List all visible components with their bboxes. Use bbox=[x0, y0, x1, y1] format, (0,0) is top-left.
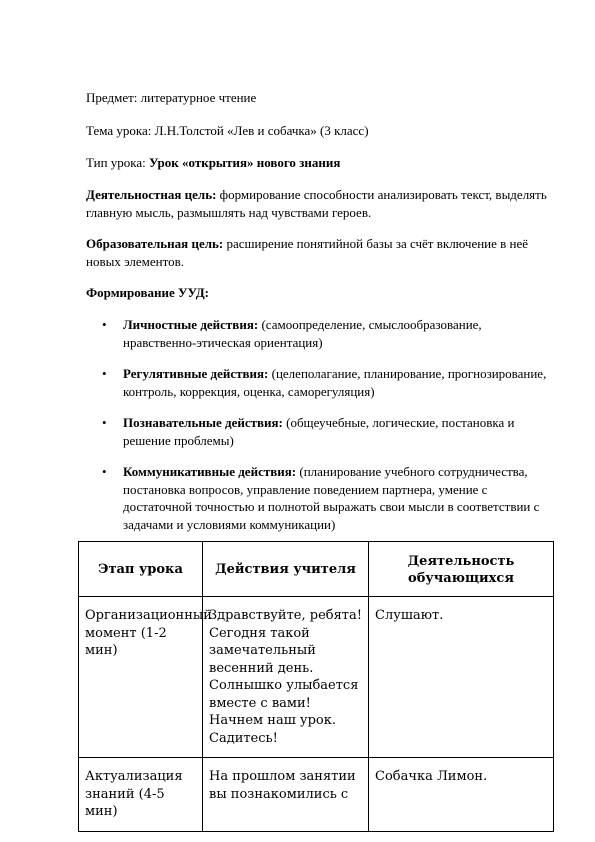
educational-goal-text: расширение понятийной базы за счёт включение в неё новых элементов. bbox=[86, 236, 529, 269]
uud-item-text: (планирование учебного сотрудничества, постановка вопросов, управление поведением партнера, умение с достаточной точностью и полнотой выражать свои мысли в соответствии с задачами и условиями коммуникации) bbox=[123, 464, 540, 532]
uud-list bbox=[86, 316, 556, 547]
subject-line: Предмет: литературное чтение bbox=[86, 90, 257, 105]
table-cell-stage: Организационный момент (1-2 мин) bbox=[79, 597, 203, 758]
table-header-row bbox=[79, 542, 554, 597]
uud-item bbox=[86, 463, 556, 533]
uud-item bbox=[86, 414, 556, 449]
table-header-stage: Этап урока bbox=[79, 542, 203, 597]
uud-item-text: (общеучебные, логические, постановка и решение проблемы) bbox=[123, 415, 515, 448]
uud-item-text: (целеполагание, планирование, прогнозирование, контроль, коррекция, оценка, саморегуляция) bbox=[123, 366, 547, 399]
topic-line: Тема урока: Л.Н.Толстой «Лев и собачка» (3 класс) bbox=[86, 123, 369, 138]
uud-heading: Формирование УУД: bbox=[86, 285, 210, 300]
lesson-plan-table bbox=[78, 541, 554, 832]
uud-item-text: (самоопределение, смыслообразование, нравственно-этическая ориентация) bbox=[123, 317, 482, 350]
uud-item-label: Личностные действия: bbox=[123, 317, 259, 332]
table-header-students: Деятельность обучающихся bbox=[369, 542, 554, 597]
table-header-teacher: Действия учителя bbox=[203, 542, 369, 597]
uud-item bbox=[86, 365, 556, 400]
table-cell-students: Собачка Лимон. bbox=[369, 758, 554, 832]
uud-item-label: Регулятивные действия: bbox=[123, 366, 269, 381]
table-row bbox=[79, 597, 554, 758]
table-cell-stage: Актуализация знаний (4-5 мин) bbox=[79, 758, 203, 832]
lesson-type-label: Тип урока: bbox=[86, 155, 146, 170]
lesson-type-value: Урок «открытия» нового знания bbox=[149, 155, 341, 170]
uud-item-label: Коммуникативные действия: bbox=[123, 464, 297, 479]
activity-goal bbox=[86, 186, 556, 221]
table-cell-teacher: На прошлом занятии вы познакомились с bbox=[203, 758, 369, 832]
bullet-icon: • bbox=[102, 366, 107, 381]
bullet-icon: • bbox=[102, 415, 107, 430]
table-cell-teacher: Здравствуйте, ребята! Сегодня такой замечательный весенний день. Солнышко улыбается вместе с вами! Начнем наш урок. Садитесь! bbox=[203, 597, 369, 758]
table-cell-students: Слушают. bbox=[369, 597, 554, 758]
lesson-type-line bbox=[86, 154, 556, 172]
bullet-icon: • bbox=[102, 317, 107, 332]
educational-goal bbox=[86, 235, 556, 270]
uud-item bbox=[86, 316, 556, 351]
activity-goal-label: Деятельностная цель: bbox=[86, 187, 217, 202]
bullet-icon: • bbox=[102, 464, 107, 479]
uud-item-label: Познавательные действия: bbox=[123, 415, 283, 430]
activity-goal-text: формирование способности анализировать текст, выделять главную мысль, размышлять над чувствами героев. bbox=[86, 187, 547, 220]
educational-goal-label: Образовательная цель: bbox=[86, 236, 224, 251]
table-row bbox=[79, 758, 554, 832]
